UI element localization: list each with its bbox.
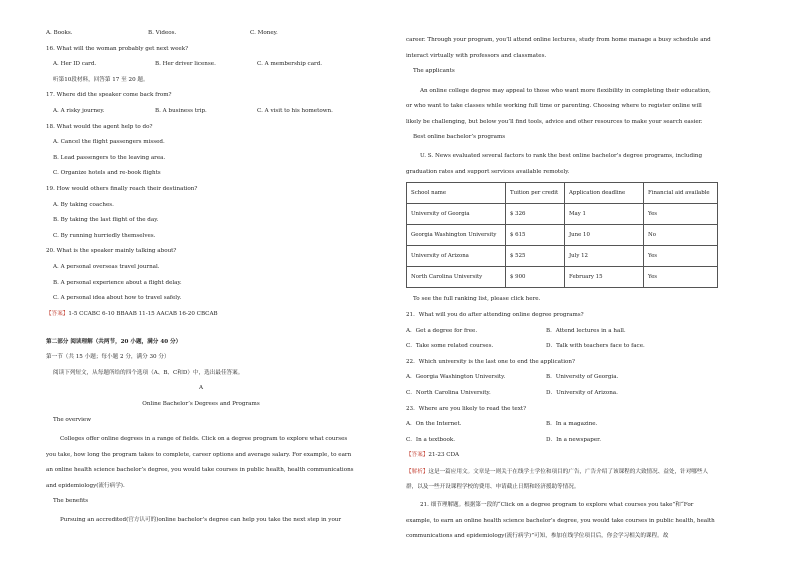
table-cell: June 10: [565, 225, 644, 246]
answer-key: [406, 452, 718, 459]
table-cell: $ 900: [506, 267, 565, 288]
table-row: [407, 246, 718, 267]
option: D．University of Arizona.: [546, 389, 618, 396]
paragraph-overview: Colleges offer online degrees in a range of fields. Click on a degree program to explore what courses you take, how long the program takes to complete, career options and average salary. For example, to earn an online health science bachelor’s degree, you would take courses in public health, health communications and epidemiology(流行病学).: [46, 436, 354, 490]
option: B. Videos.: [148, 30, 177, 36]
option: C．In a textbook.: [406, 436, 456, 443]
table-header-cell: Application deadline: [565, 183, 644, 204]
table-cell: May 1: [565, 204, 644, 225]
paragraph-benefits-cont: career. Through your program, you’ll attend online lectures, study from home manage a busy schedule and interact virtually with professors and classmates.: [406, 37, 711, 59]
question-16: 16. What will the woman probably get next week?: [46, 45, 189, 52]
question-18: 18. What would the agent help to do?: [46, 123, 153, 130]
table-header-cell: School name: [407, 183, 506, 204]
table-row: [407, 204, 718, 225]
option: C. Money.: [250, 30, 278, 36]
q21-options-row2: [406, 343, 718, 350]
part-heading: 第二部分 阅读理解（共两节，20 小题，满分 40 分）: [46, 338, 182, 345]
ranking-table: [406, 182, 718, 288]
heading-benefits: The benefits: [53, 497, 89, 504]
table-cell: July 12: [565, 246, 644, 267]
answer-text: 1-5 CCABC 6-10 BBAAB 11-15 AACAB 16-20 CBCAB: [68, 310, 218, 317]
table-cell: University of Georgia: [407, 204, 506, 225]
option: B. Her driver license.: [155, 61, 216, 68]
option: B．Attend lectures in a hall.: [546, 327, 626, 334]
option: C．Take some related courses.: [406, 343, 494, 350]
option: C. A visit to his hometown.: [257, 107, 333, 114]
option: B．University of Georgia.: [546, 374, 619, 381]
q17-options: [46, 108, 356, 115]
question-22: 22．Which university is the last one to end the application?: [406, 358, 575, 365]
passage-letter: A: [198, 385, 204, 392]
option: C. A membership card.: [257, 61, 323, 68]
q21-options-row1: [406, 328, 718, 335]
paragraph-ranking: U. S. News evaluated several factors to rank the best online bachelor’s degree programs, including graduation rates and support services available remotely.: [406, 153, 703, 175]
q21-explanation: 21. 细节理解题。根据第一段的“Click on a degree program to explore what courses you take”和“For example, to earn an online health science bachelor’s degree, you would take courses in public health, health communications and epidemiology(流行病学)”可知，参加在线学位项目后，你会学习相关的课程。故: [406, 502, 715, 540]
option: B．In a magazine.: [546, 421, 598, 428]
instruction-17-20: 听第10段材料，回答第 17 至 20 题。: [53, 76, 149, 83]
option: B. A business trip.: [155, 107, 207, 114]
q16-options: [46, 61, 356, 68]
option: A. By taking coaches.: [53, 201, 114, 208]
question-21: 21．What will you do after attending online degree programs?: [406, 311, 584, 318]
table-cell: $ 525: [506, 246, 565, 267]
table-cell: $ 615: [506, 225, 565, 246]
option: C. By running hurriedly themselves.: [53, 232, 156, 239]
q22-options-row2: [406, 390, 718, 397]
question-23: 23．Where are you likely to read the text?: [406, 405, 527, 412]
answer-label: 【答案】: [46, 310, 69, 317]
q23-options-row1: [406, 421, 718, 428]
option: B. Lead passengers to the leaving area.: [53, 154, 166, 161]
q15-options: [46, 30, 356, 37]
paragraph-applicants: An online college degree may appeal to those who want more flexibility in completing their education, or who want to take classes while working full time or parenting. Choosing where to register online will likely be challenging, but below you’ll find tools, advice and other resources to make your search easier.: [406, 87, 711, 125]
option: B. By taking the last flight of the day.: [53, 217, 159, 224]
table-cell: Georgia Washington University: [407, 225, 506, 246]
table-cell: University of Arizona: [407, 246, 506, 267]
question-19: 19. How would others finally reach their destination?: [46, 185, 198, 192]
question-17: 17. Where did the speaker come back from?: [46, 92, 172, 99]
heading-applicants: The applicants: [413, 68, 455, 75]
option: C. A personal idea about how to travel safely.: [53, 295, 182, 302]
explanation-text: 这是一篇应用文。文章是一则关于在线学士学位和项目的广告，广告介绍了该课程的大致情况、益处，针对哪些人群，以及一些开设课程学校的费用、申请截止日期和经济援助等情况。: [406, 468, 709, 491]
option: C. Organize hotels and re-book flights: [53, 170, 161, 177]
table-cell: Yes: [644, 246, 718, 267]
option: B. A personal experience about a flight delay.: [53, 279, 182, 286]
table-cell: North Carolina University: [407, 267, 506, 288]
table-header-cell: Tuition per credit: [506, 183, 565, 204]
left-column: [46, 30, 356, 529]
passage-title: Online Bachelor’s Degrees and Programs: [142, 401, 260, 408]
table-row: [407, 267, 718, 288]
option: A. Her ID card.: [53, 61, 97, 68]
option: D．In a newspaper.: [546, 436, 601, 443]
table-cell: $ 326: [506, 204, 565, 225]
table-cell: Yes: [644, 204, 718, 225]
heading-best: Best online bachelor’s programs: [413, 133, 506, 140]
option: A．On the Internet.: [406, 421, 462, 428]
option: A. Books.: [46, 30, 73, 36]
answer-label: 【答案】: [406, 452, 429, 459]
table-cell: February 15: [565, 267, 644, 288]
option: A. A personal overseas travel journal.: [53, 263, 160, 270]
answer-text: 21-23 CDA: [428, 452, 460, 459]
answer-key: [46, 311, 356, 318]
table-row: [407, 225, 718, 246]
table-header-cell: Financial aid available: [644, 183, 718, 204]
option: A. A risky journey.: [53, 107, 105, 114]
table-cell: No: [644, 225, 718, 246]
q23-options-row2: [406, 437, 718, 444]
q22-options-row1: [406, 374, 718, 381]
option: A．Get a degree for free.: [406, 327, 478, 334]
section-heading: 第一节（共 15 小题；每小题 2 分，满分 30 分）: [46, 354, 170, 361]
option: A．Georgia Washington University.: [406, 374, 506, 381]
see-full-link[interactable]: To see the full ranking list, please click here.: [413, 296, 541, 303]
table-cell: Yes: [644, 267, 718, 288]
table-header-row: [407, 183, 718, 204]
option: C．North Carolina University.: [406, 389, 491, 396]
right-column: [406, 33, 718, 545]
heading-overview: The overview: [53, 416, 91, 423]
option: A. Cancel the flight passengers missed.: [53, 139, 165, 146]
option: D．Talk with teachers face to face.: [546, 343, 645, 350]
question-20: 20. What is the speaker mainly talking about?: [46, 248, 177, 255]
instruction: 阅读下列短文，从每题所给的四个选项（A、B、C和D）中，选出最佳答案。: [53, 369, 244, 376]
paragraph-benefits: Pursuing an accredited(官方认可的)online bachelor’s degree can help you take the next step in your: [60, 517, 342, 524]
explanation: [406, 465, 718, 496]
explanation-label: 【解析】: [406, 468, 429, 475]
